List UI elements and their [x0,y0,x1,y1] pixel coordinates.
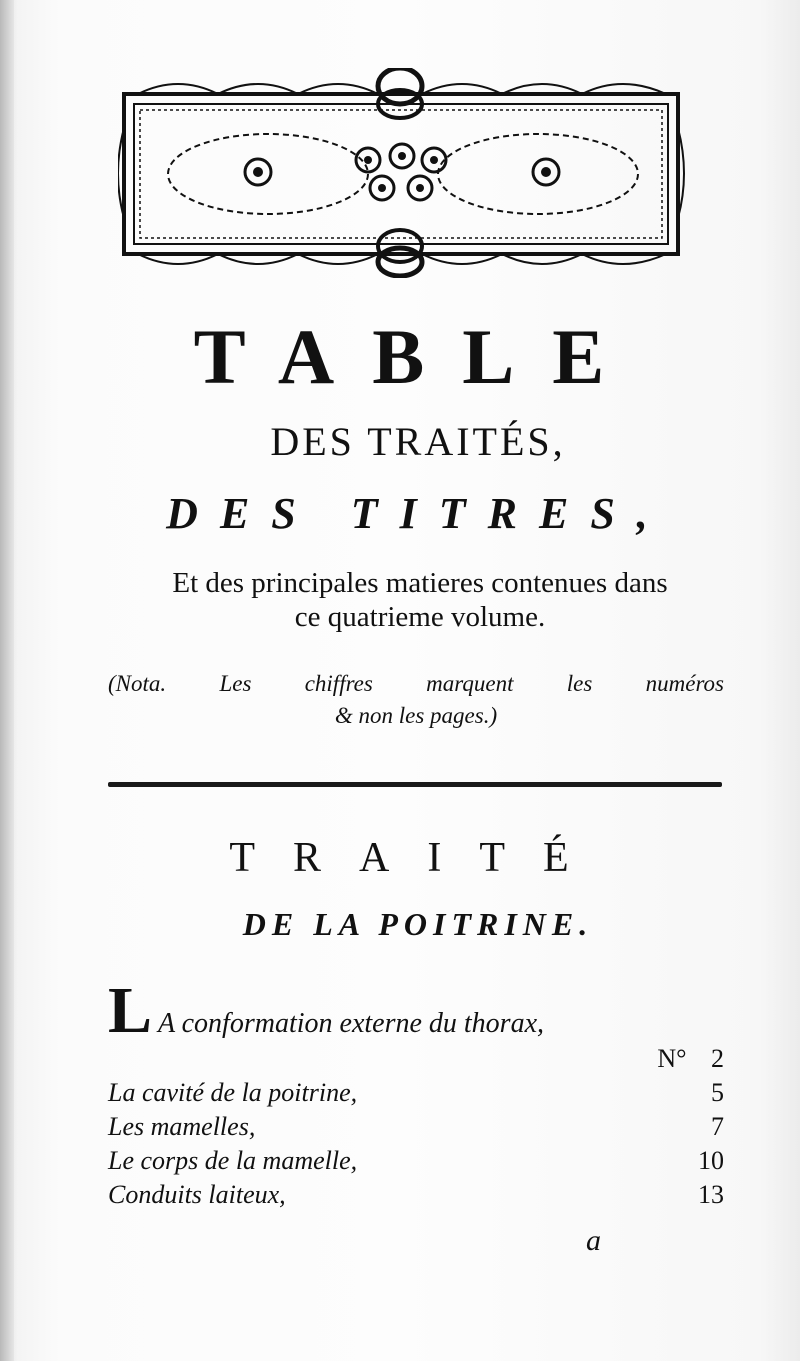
subtitle-titres: DES TITRES, [166,489,670,538]
divider-rule [108,782,722,787]
entry-number: 10 [698,1146,724,1175]
description [100,566,740,634]
entry-text: La cavité de la poitrine, [108,1078,358,1107]
drop-cap: L [108,974,153,1047]
nota-note [108,668,724,732]
entry-text: A conformation externe du thorax, [158,1008,545,1039]
description-line-1: Et des principales matieres contenues dans [172,567,668,599]
subtitle-traites: DES TRAITÉS, [270,419,566,464]
page-title: TABLE [193,313,643,400]
nota-line-2: & non les pages.) [334,703,498,728]
section-heading: TRAITÉ [229,835,607,881]
nota-line-1: (Nota. Les chiffres marquent les numéros [108,671,724,696]
list-item [108,1144,724,1178]
entry-text: Conduits laiteux, [108,1180,286,1209]
entry-number: 7 [711,1112,724,1141]
number-prefix: N° [657,1044,687,1073]
entry-text: Le corps de la mamelle, [108,1146,358,1175]
number-value: 2 [711,1044,724,1073]
list-item [108,1178,724,1212]
description-line-2: ce quatrieme volume. [294,601,546,633]
list-item [108,974,724,1047]
section-subject: DE LA POITRINE. [242,906,594,942]
entry-number: 13 [698,1180,724,1209]
page-spine-shadow [0,0,14,1361]
floral-ornament-icon [118,68,688,278]
list-item [108,1110,724,1144]
entry-text: Les mamelles, [108,1112,256,1141]
table-of-contents [108,974,724,1212]
list-item [108,1076,724,1110]
signature-mark: a [586,1224,601,1257]
entry-number: 5 [711,1078,724,1107]
